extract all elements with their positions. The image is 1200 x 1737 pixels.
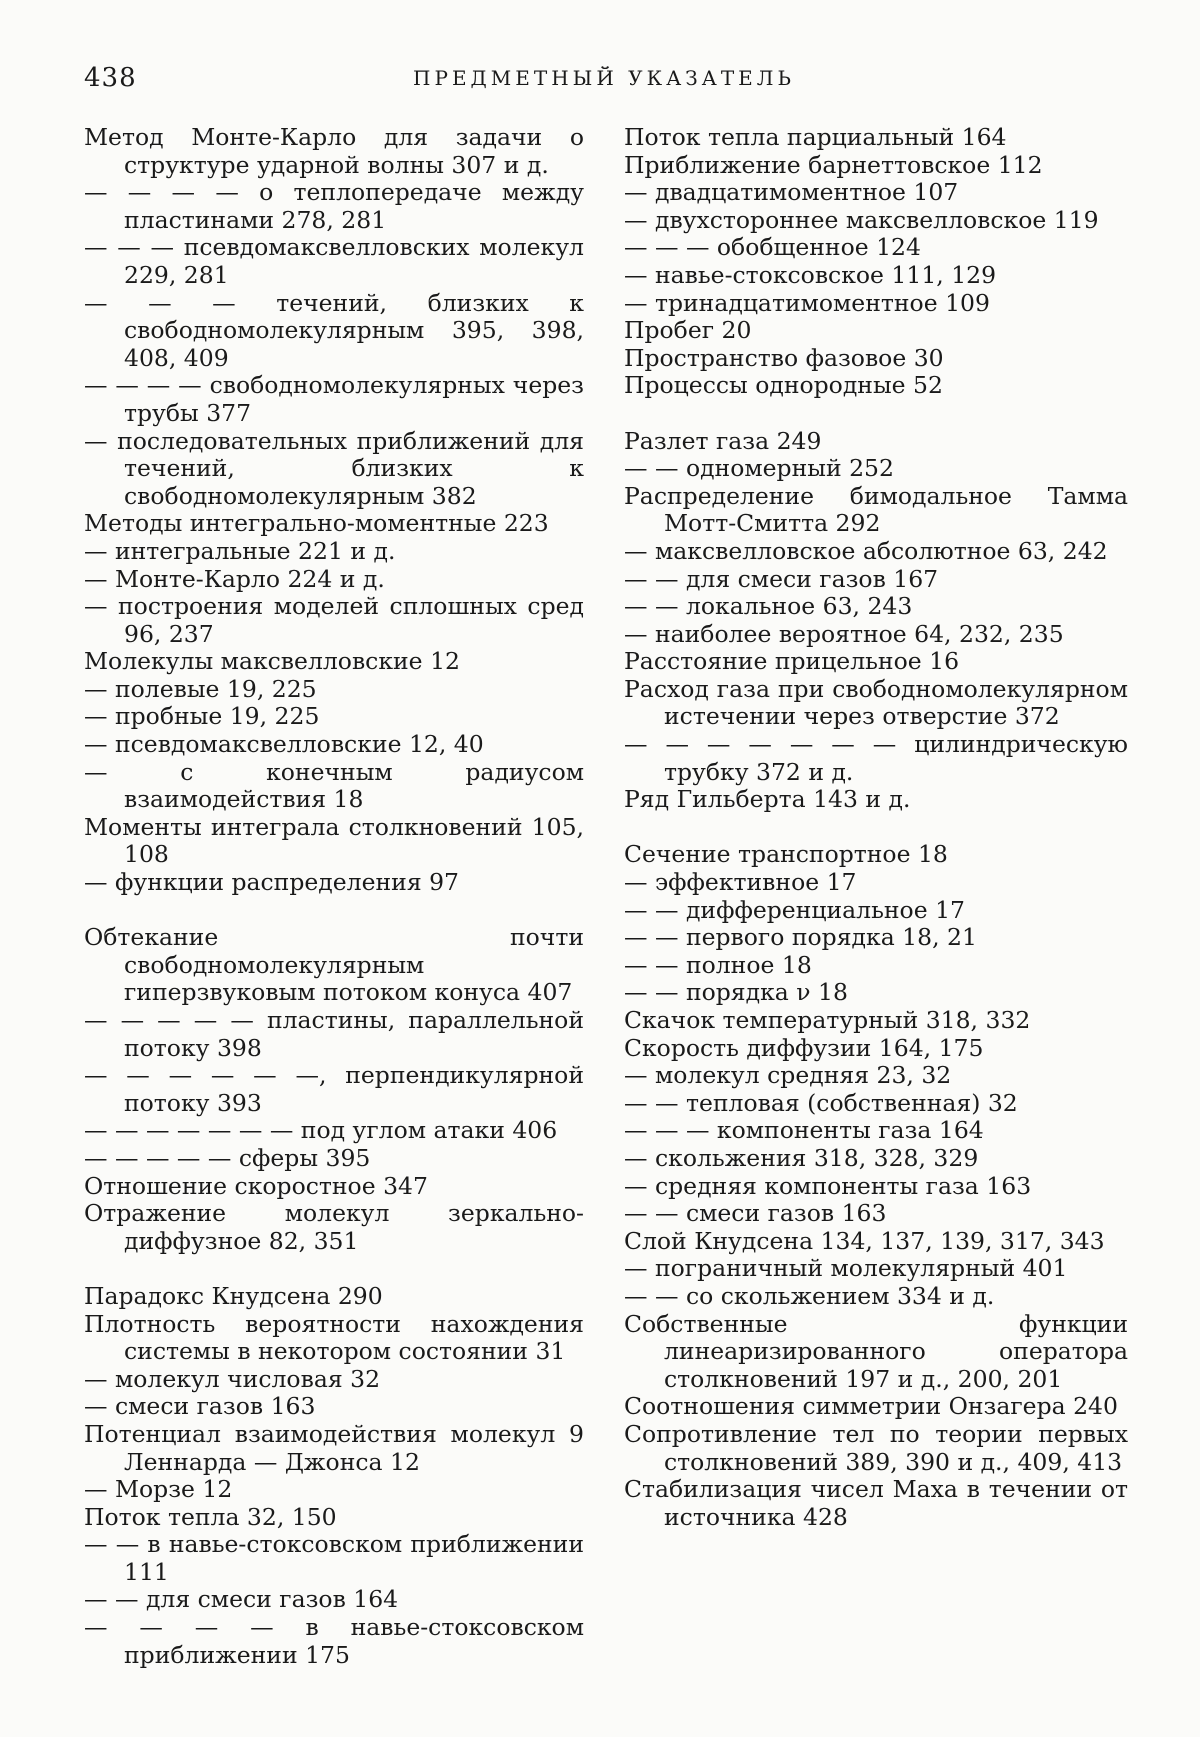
index-entry: Потенциал взаимодействия молекул 9 Леннарда — Джонса 12 [84,1419,584,1476]
index-entry: — — в навье-стоксовском приближении 111 [84,1530,584,1586]
section-gap [624,814,1128,842]
index-entry: — — — — — —, перпендикулярной потоку 393 [84,1061,584,1117]
index-entry: — — одномерный 252 [624,454,894,483]
section-gap [624,400,1128,428]
index-entry: Расход газа при свободномолекулярном истечении через отверстие 372 [624,674,1128,731]
index-entry: — — — компоненты газа 164 [624,1116,984,1145]
index-entry: — — порядка ν 18 [624,978,848,1007]
index-entry: — максвелловское абсолютное 63, 242 [624,536,1108,565]
index-column-left [84,124,584,1669]
index-entry: Скорость диффузии 164, 175 [624,1033,984,1062]
index-entry: — — — — — — — под углом атаки 406 [84,1116,558,1145]
index-entry: — Морзе 12 [84,1475,233,1504]
index-entry: Ряд Гильберта 143 и д. [624,785,911,814]
index-entry: Сопротивление тел по теории первых столкновений 389, 390 и д., 409, 413 [624,1419,1128,1476]
index-entry: — — локальное 63, 243 [624,592,913,621]
index-entry: — навье-стоксовское 111, 129 [624,260,997,289]
index-entry: — псевдомаксвелловские 12, 40 [84,730,484,759]
index-entry: — — — псевдомаксвелловских молекул 229, 281 [84,233,584,289]
index-entry: — — для смеси газов 164 [84,1585,399,1614]
section-gap [84,1255,584,1283]
index-entry: Пробег 20 [624,316,752,345]
index-entry: — молекул числовая 32 [84,1364,381,1393]
index-entry: — — — — — — — цилиндрическую трубку 372 и д. [624,730,1128,786]
running-title: ПРЕДМЕТНЫЙ УКАЗАТЕЛЬ [413,66,795,90]
index-entry: — — дифференциальное 17 [624,895,965,924]
index-entry: — пробные 19, 225 [84,702,320,731]
index-entry: — пограничный молекулярный 401 [624,1254,1068,1283]
index-entry: Методы интегрально-моментные 223 [84,509,549,538]
index-entry: — двухстороннее максвелловское 119 [624,205,1099,234]
index-entry: Парадокс Кнудсена 290 [84,1281,383,1310]
index-entry: Сечение транспортное 18 [624,840,948,869]
index-entry: Метод Монте-Карло для задачи о структуре ударной волны 307 и д. [84,123,584,179]
index-entry: Слой Кнудсена 134, 137, 139, 317, 343 [624,1226,1105,1255]
index-entry: — — — — о теплопередаче между пластинами 278, 281 [84,178,584,234]
index-entry: — — для смеси газов 167 [624,564,939,593]
index-entry: Распределение бимодальное Тамма Мотт-Смитта 292 [624,481,1128,538]
index-entry: Скачок температурный 318, 332 [624,1006,1031,1034]
index-entry: Моменты интеграла столкновений 105, 108 [84,812,584,869]
page-number: 438 [84,63,137,93]
index-entry: — функции распределения 97 [84,868,460,897]
index-entry: — скольжения 318, 328, 329 [624,1143,979,1172]
section-gap [84,897,584,925]
index-entry: Соотношения симметрии Онзагера 240 [624,1392,1118,1421]
index-entry: Плотность вероятности нахождения системы в некотором состоянии 31 [84,1309,584,1366]
index-column-right [624,124,1128,1531]
index-entry: Молекулы максвелловские 12 [84,647,460,676]
index-entry: — — — — в навье-стоксовском приближении 175 [84,1613,584,1669]
index-entry: — — со скольжением 334 и д. [624,1281,995,1310]
index-entry: — — тепловая (собственная) 32 [624,1088,1018,1117]
index-entry: Поток тепла 32, 150 [84,1502,337,1531]
index-entry: — полевые 19, 225 [84,674,317,703]
index-entry: — тринадцатимоментное 109 [624,288,990,317]
index-entry: — — — — свободномолекулярных через трубы 377 [84,371,584,427]
index-entry: Отражение молекул зеркально-диффузное 82, 351 [84,1199,584,1255]
index-entry: — последовательных приближений для течений, близких к свободномолекулярным 382 [84,426,584,510]
index-entry: — эффективное 17 [624,868,857,897]
index-entry: Приближение барнеттовское 112 [624,150,1043,179]
index-entry: Пространство фазовое 30 [624,343,944,372]
index-entry: — построения моделей сплошных сред 96, 237 [84,592,584,648]
index-entry: Процессы однородные 52 [624,371,943,400]
index-entry: — интегральные 221 и д. [84,536,396,565]
index-entry: Стабилизация чисел Маха в течении от источника 428 [624,1475,1128,1531]
index-entry: — средняя компоненты газа 163 [624,1171,1032,1200]
index-entry: — — смеси газов 163 [624,1199,887,1228]
index-entry: — — полное 18 [624,950,812,979]
index-entry: — молекул средняя 23, 32 [624,1061,952,1090]
index-entry: — — — — — сферы 395 [84,1143,371,1172]
index-entry: — Монте-Карло 224 и д. [84,564,385,593]
index-entry: — — первого порядка 18, 21 [624,923,977,952]
index-entry: Обтекание почти свободномолекулярным гиперзвуковым потоком конуса 407 [84,923,584,1007]
index-entry: Расстояние прицельное 16 [624,647,960,676]
index-entry: Разлет газа 249 [624,426,822,455]
index-entry: — с конечным радиусом взаимодействия 18 [84,757,584,814]
index-entry: Отношение скоростное 347 [84,1171,428,1200]
index-entry: — смеси газов 163 [84,1392,316,1421]
index-entry: Поток тепла парциальный 164 [624,123,1007,151]
index-entry: — — — течений, близких к свободномолекулярным 395, 398, 408, 409 [84,288,584,372]
index-entry: — двадцатимоментное 107 [624,178,959,207]
page-header [84,58,1124,98]
index-entry: — — — — — пластины, параллельной потоку 398 [84,1006,584,1062]
index-entry: — наиболее вероятное 64, 232, 235 [624,619,1064,648]
index-entry: — — — обобщенное 124 [624,233,921,262]
index-entry: Собственные функции линеаризированного оператора столкновений 197 и д., 200, 201 [624,1309,1128,1393]
